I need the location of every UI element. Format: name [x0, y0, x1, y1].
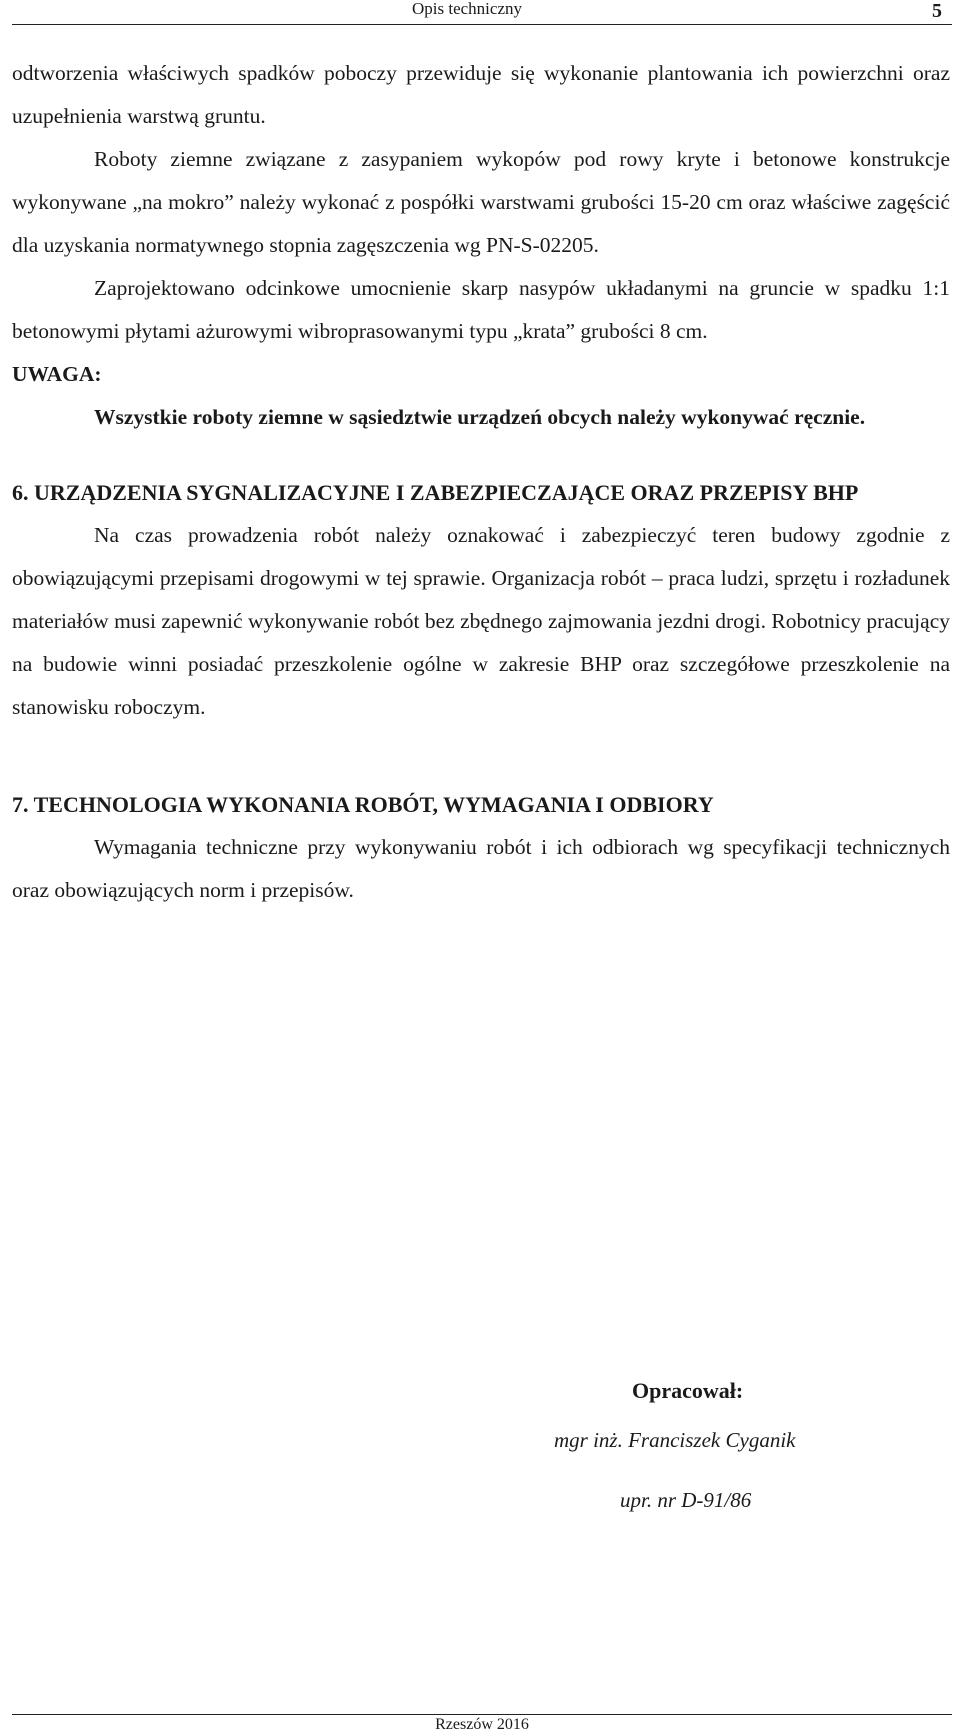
document-body [12, 52, 950, 912]
page-header [12, 0, 952, 25]
signature-label: Opracował: [632, 1378, 744, 1403]
section-7-text: Wymagania techniczne przy wykonywaniu robót i ich odbiorach wg specyfikacji technicznych oraz obowiązujących norm i przepisów. [12, 835, 950, 902]
section-6-heading: 6. URZĄDZENIA SYGNALIZACYJNE I ZABEZPIECZAJĄCE ORAZ PRZEPISY BHP [12, 480, 859, 505]
license-number: upr. nr D-91/86 [620, 1488, 752, 1512]
signature-name: mgr inż. Franciszek Cyganik [554, 1428, 796, 1452]
document-title: Opis techniczny [412, 0, 522, 18]
paragraph: Zaprojektowano odcinkowe umocnienie skarp nasypów układanymi na gruncie w spadku 1:1 betonowymi płytami ażurowymi wibroprasowanymi typu „krata” grubości 8 cm. [12, 276, 950, 343]
warning-label: UWAGA: [12, 362, 102, 386]
page-number: 5 [932, 0, 942, 22]
paragraph: Roboty ziemne związane z zasypaniem wykopów pod rowy kryte i betonowe konstrukcje wykonywane „na mokro” należy wykonać z pospółki warstwami grubości 15-20 cm oraz właściwe zagęścić dla uzyskania normatywnego stopnia zagęszczenia wg PN-S-02205. [12, 147, 950, 257]
page-footer [12, 1714, 952, 1734]
paragraph: odtworzenia właściwych spadków poboczy przewiduje się wykonanie plantowania ich powierzchni oraz uzupełnienia warstwą gruntu. [12, 61, 950, 128]
footer-text: Rzeszów 2016 [435, 1716, 529, 1733]
section-6-text: Na czas prowadzenia robót należy oznakować i zabezpieczyć teren budowy zgodnie z obowiązującymi przepisami drogowymi w tej sprawie. Organizacja robót – praca ludzi, sprzętu i rozładunek materiałów musi zapewnić wykonywanie robót bez zbędnego zajmowania jezdni drogi. Robotnicy pracujący na budowie winni posiadać przeszkolenie ogólne w zakresie BHP oraz szczegółowe przeszkolenie na stanowisku roboczym. [12, 523, 950, 719]
section-7-heading: 7. TECHNOLOGIA WYKONANIA ROBÓT, WYMAGANIA I ODBIORY [12, 792, 714, 817]
warning-text: Wszystkie roboty ziemne w sąsiedztwie urządzeń obcych należy wykonywać ręcznie. [94, 405, 866, 429]
